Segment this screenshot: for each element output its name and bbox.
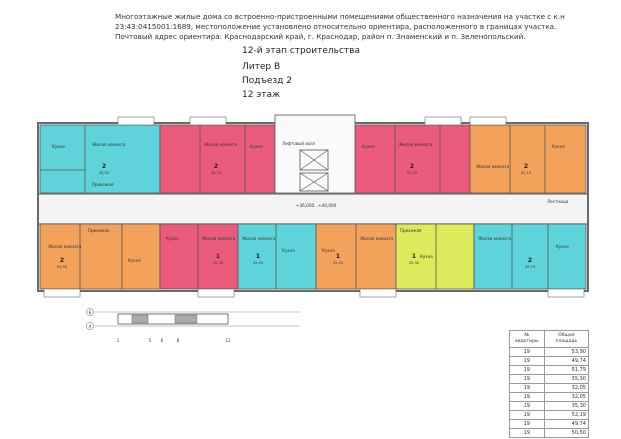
room-label: Кухня — [556, 244, 569, 249]
table-row: 19 35,30 — [510, 402, 589, 411]
table-row: 19 35,30 — [510, 375, 589, 384]
axis-label: 6 — [160, 338, 164, 343]
axis-label: А — [88, 324, 92, 329]
apt-rooms: 2 — [59, 257, 65, 264]
apt-area: 32,05 — [332, 261, 344, 265]
apt-rooms: 1 — [335, 253, 341, 260]
apartment-top-2 — [160, 125, 275, 193]
apartment-area-table — [509, 330, 589, 438]
table-row: 19 49,74 — [510, 420, 589, 429]
liter-label: Литер В — [242, 62, 281, 72]
table-header-number: № квартиры — [510, 331, 545, 348]
room-label: Жилая комната — [92, 142, 126, 147]
apt-rooms: 1 — [215, 253, 221, 260]
axis-label: 1 — [116, 338, 120, 343]
apt-area: 50,50 — [98, 171, 110, 175]
apartment-bottom-1 — [40, 224, 122, 289]
stair-label: Лестница — [547, 199, 569, 204]
room-label: Жилая комната — [204, 142, 238, 147]
apt-area: 52,19 — [520, 171, 532, 175]
apt-rooms: 2 — [523, 163, 529, 170]
apartment-top-4 — [470, 125, 586, 193]
table-row: 19 53,90 — [510, 348, 589, 357]
table-row: 19 50,50 — [510, 429, 589, 438]
room-label: Жилая комната — [360, 236, 394, 241]
balcony — [548, 289, 584, 297]
apt-rooms: 2 — [527, 257, 533, 264]
entrance-label: Подъезд 2 — [242, 76, 292, 86]
apartment-bottom-6 — [396, 224, 474, 289]
stair-core — [275, 115, 355, 193]
apt-area: 35,30 — [408, 261, 420, 265]
apt-rooms: 1 — [255, 253, 261, 260]
room-label: Кухня — [420, 254, 433, 259]
room-label: Прихожая — [92, 182, 114, 187]
room-label: Жилая комната — [202, 236, 236, 241]
room-label: Жилая комната — [478, 236, 512, 241]
room-label: Кухня — [166, 236, 179, 241]
room-label: Жилая комната — [399, 142, 433, 147]
key-plan — [87, 309, 301, 344]
room-label: Кухня — [52, 144, 65, 149]
apt-rooms: 2 — [213, 163, 219, 170]
room-label: Прихожая — [400, 228, 422, 233]
header-line-1: Многоэтажные жилые дома со встроенно-пристроенными помещениями общественного назначения на участке с к.н — [115, 12, 565, 21]
table-row: 19 51,79 — [510, 366, 589, 375]
table-row: 19 32,05 — [510, 384, 589, 393]
apartment-bottom-4 — [238, 224, 316, 289]
room-label: Жилая комната — [48, 244, 82, 249]
apt-area: 49,74 — [210, 171, 222, 175]
apartment-bottom-5 — [316, 224, 396, 289]
balcony — [44, 289, 80, 297]
table-row: 19 32,05 — [510, 393, 589, 402]
apt-area: 53,90 — [56, 265, 68, 269]
room-label: Жилая комната — [242, 236, 276, 241]
header-line-3: Почтовый адрес ориентира: Краснодарский край, г. Краснодар, район п. Знаменский и п. Зеленопольский. — [115, 32, 526, 41]
room-label: Прихожая — [88, 228, 110, 233]
room-label: Кухня — [282, 248, 295, 253]
room-label: Кухня — [128, 258, 141, 263]
room-label: Жилая комната — [476, 164, 510, 169]
axis-label: 5 — [148, 338, 152, 343]
apartment-bottom-3 — [160, 224, 238, 289]
apt-rooms: 2 — [101, 163, 107, 170]
floor-label: 12 этаж — [242, 90, 281, 100]
apt-rooms: 2 — [409, 163, 415, 170]
balcony — [118, 117, 154, 125]
table-row: 19 52,19 — [510, 411, 589, 420]
room-label: Кухня — [362, 144, 375, 149]
table-row: 19 49,74 — [510, 357, 589, 366]
elevation-label: +36,000...+40,000 — [296, 203, 337, 208]
balcony — [425, 117, 461, 125]
apartment-bottom-2 — [122, 224, 160, 289]
lift-hall-label: Лифтовый холл — [282, 141, 316, 146]
header-line-2: 23:43:0415001:1689, местоположение установлено относительно ориентира, расположенного в границах участка. — [115, 22, 557, 31]
apt-area: 51,79 — [406, 171, 418, 175]
axis-label: Б — [88, 310, 92, 315]
apt-area: 49,74 — [524, 265, 536, 269]
axis-label: 8 — [176, 338, 180, 343]
table-header-area: Общая площадь — [544, 331, 588, 348]
balcony — [360, 289, 396, 297]
balcony — [470, 117, 506, 125]
apt-rooms: 1 — [411, 253, 417, 260]
apt-area: 35,30 — [212, 261, 224, 265]
room-label: Кухня — [552, 144, 565, 149]
balcony — [198, 289, 234, 297]
room-label: Кухня — [250, 144, 263, 149]
axis-label: 12 — [225, 338, 231, 343]
stage-label: 12-й этап строительства — [242, 46, 360, 56]
balcony — [190, 117, 226, 125]
corridor — [38, 194, 588, 224]
room-label: Кухня — [322, 248, 335, 253]
apartment-top-3 — [355, 125, 470, 193]
apt-area: 32,05 — [252, 261, 264, 265]
